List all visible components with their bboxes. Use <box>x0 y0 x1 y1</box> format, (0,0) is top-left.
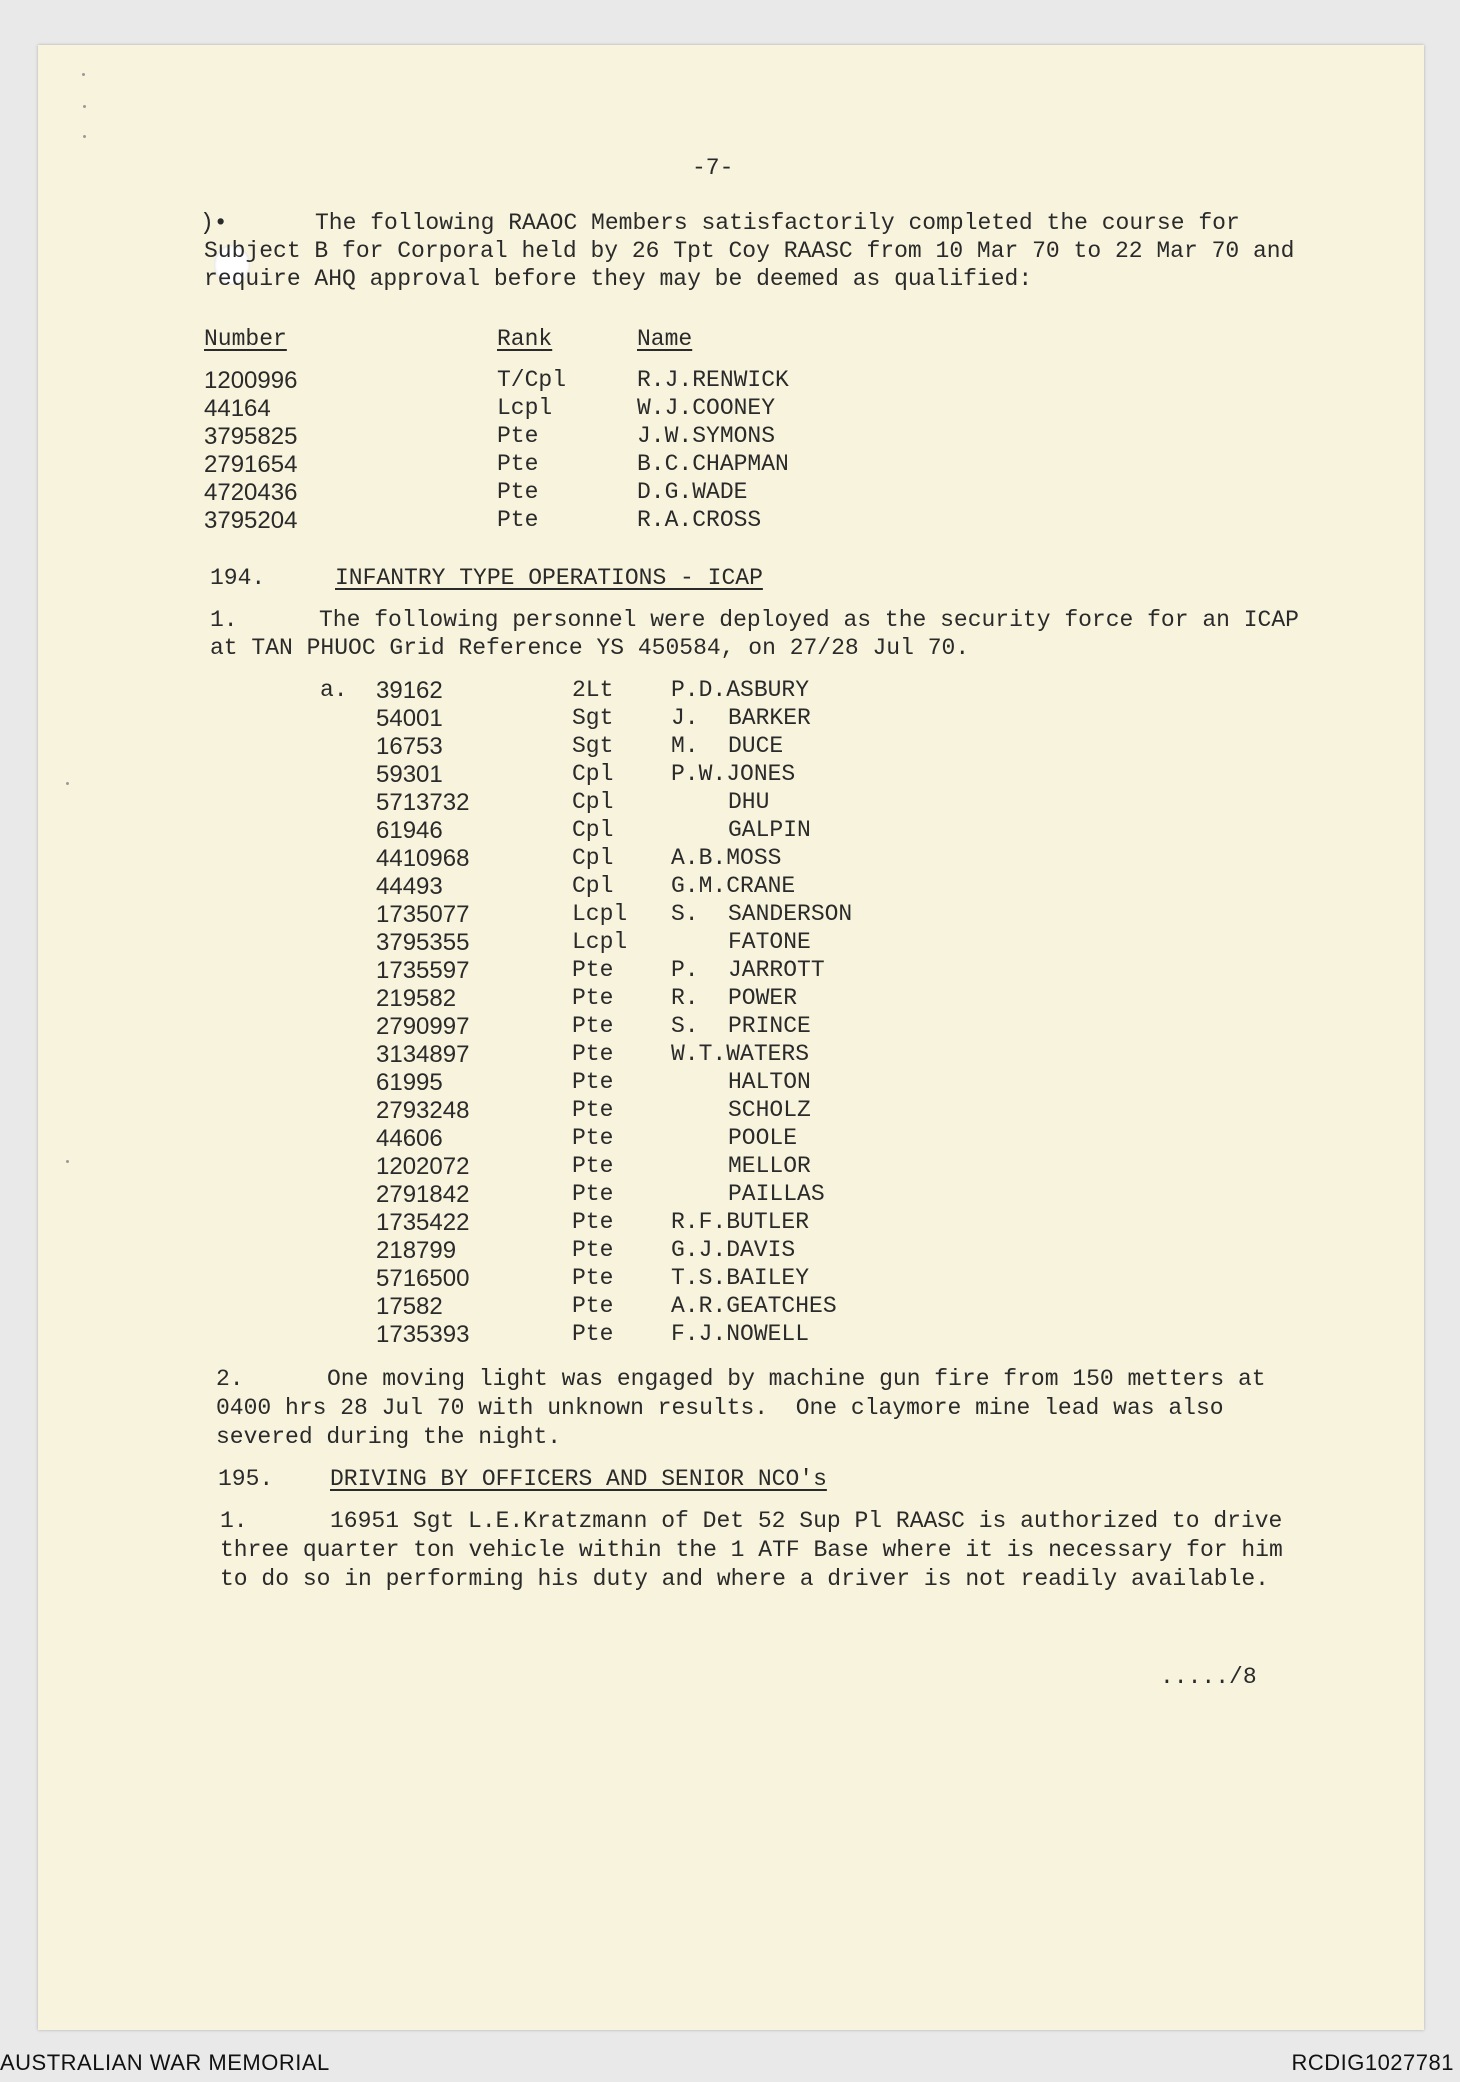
service-number: 2793248 <box>376 1097 470 1124</box>
service-number: 218799 <box>376 1237 457 1264</box>
service-number: 4410968 <box>376 845 470 872</box>
member-name: J.W.SYMONS <box>637 423 776 449</box>
paragraph-line: 16951 Sgt L.E.Kratzmann of Det 52 Sup Pl RAASC is authorized to drive <box>330 1508 1283 1534</box>
member-initials: J. <box>671 705 699 731</box>
paper-speck <box>66 782 69 785</box>
paper-speck <box>83 105 86 108</box>
paragraph-number: 2. <box>216 1366 244 1392</box>
section-title: DRIVING BY OFFICERS AND SENIOR NCO's <box>330 1466 827 1492</box>
member-surname: BARKER <box>728 705 811 731</box>
service-number: 2791842 <box>376 1181 470 1208</box>
service-number: 5716500 <box>376 1265 470 1292</box>
rank: T/Cpl <box>497 367 567 393</box>
rank: Pte <box>497 479 539 505</box>
rank: Pte <box>497 451 539 477</box>
footer-identifier: RCDIG1027781 <box>1291 2050 1454 2075</box>
service-number: 5713732 <box>376 789 470 816</box>
service-number: 59301 <box>376 761 443 788</box>
member-surname: SCHOLZ <box>728 1097 811 1123</box>
rank: Pte <box>497 423 539 449</box>
service-number: 16753 <box>376 733 443 760</box>
paragraph-line: One moving light was engaged by machine gun fire from 150 metters at <box>327 1366 1266 1392</box>
paragraph-number: 1. <box>210 607 238 633</box>
member-surname: SANDERSON <box>728 901 853 927</box>
paper-speck <box>66 1160 69 1163</box>
rank: Sgt <box>572 705 614 731</box>
member-initials: W.T.WATERS <box>671 1041 810 1067</box>
service-number: 3795825 <box>204 423 298 450</box>
section-number: 194. <box>210 565 266 591</box>
column-header-rank: Rank <box>497 326 553 352</box>
member-initials: R. <box>671 985 699 1011</box>
rank: Cpl <box>572 845 614 871</box>
paragraph-number: )• <box>200 210 228 236</box>
member-name: R.J.RENWICK <box>637 367 789 393</box>
sub-paragraph-label: a. <box>320 677 348 703</box>
service-number: 54001 <box>376 705 443 732</box>
column-header-number: Number <box>204 326 287 352</box>
service-number: 3795204 <box>204 507 298 534</box>
service-number: 2790997 <box>376 1013 470 1040</box>
member-name: R.A.CROSS <box>637 507 762 533</box>
member-surname: FATONE <box>728 929 811 955</box>
member-initials: S. <box>671 1013 699 1039</box>
rank: Pte <box>572 1321 614 1347</box>
service-number: 4720436 <box>204 479 298 506</box>
member-name: D.G.WADE <box>637 479 748 505</box>
paragraph-line: severed during the night. <box>216 1424 562 1450</box>
member-surname: PAILLAS <box>728 1181 825 1207</box>
service-number: 44164 <box>204 395 271 422</box>
paragraph-number: 1. <box>220 1508 248 1534</box>
paragraph-line: 0400 hrs 28 Jul 70 with unknown results. One claymore mine lead was also <box>216 1395 1224 1421</box>
rank: Pte <box>572 1293 614 1319</box>
service-number: 1735077 <box>376 901 470 928</box>
paragraph-line: at TAN PHUOC Grid Reference YS 450584, on 27/28 Jul 70. <box>210 635 970 661</box>
rank: Pte <box>572 1097 614 1123</box>
member-initials: R.F.BUTLER <box>671 1209 810 1235</box>
member-initials: M. <box>671 733 699 759</box>
rank: Pte <box>572 1237 614 1263</box>
rank: Pte <box>572 1125 614 1151</box>
rank: Pte <box>572 1181 614 1207</box>
member-surname: PRINCE <box>728 1013 811 1039</box>
rank: Pte <box>572 985 614 1011</box>
rank: Pte <box>497 507 539 533</box>
member-initials: G.J.DAVIS <box>671 1237 796 1263</box>
service-number: 44493 <box>376 873 443 900</box>
paragraph-line: require AHQ approval before they may be deemed as qualified: <box>204 266 1033 292</box>
paper-speck <box>83 135 86 138</box>
section-number: 195. <box>218 1466 274 1492</box>
rank: Cpl <box>572 873 614 899</box>
rank: Lcpl <box>572 901 628 927</box>
rank: Cpl <box>572 789 614 815</box>
rank: Pte <box>572 1209 614 1235</box>
service-number: 44606 <box>376 1125 443 1152</box>
service-number: 61995 <box>376 1069 443 1096</box>
member-surname: DUCE <box>728 733 784 759</box>
member-surname: POWER <box>728 985 798 1011</box>
member-initials: T.S.BAILEY <box>671 1265 810 1291</box>
service-number: 1735597 <box>376 957 470 984</box>
service-number: 3795355 <box>376 929 470 956</box>
service-number: 1735422 <box>376 1209 470 1236</box>
member-surname: GALPIN <box>728 817 811 843</box>
page-number: -7- <box>692 155 734 181</box>
member-initials: A.R.GEATCHES <box>671 1293 837 1319</box>
paragraph-line: three quarter ton vehicle within the 1 ATF Base where it is necessary for him <box>220 1537 1283 1563</box>
service-number: 1735393 <box>376 1321 470 1348</box>
rank: Pte <box>572 1265 614 1291</box>
rank: 2Lt <box>572 677 614 703</box>
member-surname: DHU <box>728 789 770 815</box>
rank: Cpl <box>572 817 614 843</box>
rank: Pte <box>572 957 614 983</box>
member-initials: F.J.NOWELL <box>671 1321 810 1347</box>
service-number: 219582 <box>376 985 457 1012</box>
member-initials: P. <box>671 957 699 983</box>
rank: Sgt <box>572 733 614 759</box>
rank: Pte <box>572 1069 614 1095</box>
service-number: 1200996 <box>204 367 298 394</box>
member-initials: A.B.MOSS <box>671 845 782 871</box>
paragraph-line: to do so in performing his duty and where a driver is not readily available. <box>220 1566 1269 1592</box>
paragraph-line: The following personnel were deployed as the security force for an ICAP <box>319 607 1299 633</box>
rank: Pte <box>572 1013 614 1039</box>
rank: Cpl <box>572 761 614 787</box>
member-surname: JARROTT <box>728 957 825 983</box>
service-number: 17582 <box>376 1293 443 1320</box>
service-number: 61946 <box>376 817 443 844</box>
service-number: 2791654 <box>204 451 298 478</box>
member-initials: P.D.ASBURY <box>671 677 810 703</box>
member-initials: P.W.JONES <box>671 761 796 787</box>
service-number: 1202072 <box>376 1153 470 1180</box>
rank: Lcpl <box>497 395 553 421</box>
paper-speck <box>82 73 85 76</box>
member-surname: MELLOR <box>728 1153 811 1179</box>
column-header-name: Name <box>637 326 693 352</box>
member-name: B.C.CHAPMAN <box>637 451 789 477</box>
paragraph-line: Subject B for Corporal held by 26 Tpt Coy RAASC from 10 Mar 70 to 22 Mar 70 and <box>204 238 1295 264</box>
paragraph-line: The following RAAOC Members satisfactorily completed the course for <box>315 210 1240 236</box>
member-surname: HALTON <box>728 1069 811 1095</box>
member-surname: POOLE <box>728 1125 798 1151</box>
service-number: 39162 <box>376 677 443 704</box>
member-initials: G.M.CRANE <box>671 873 796 899</box>
footer-source: AUSTRALIAN WAR MEMORIAL <box>0 2050 330 2075</box>
member-name: W.J.COONEY <box>637 395 776 421</box>
rank: Pte <box>572 1153 614 1179</box>
continuation-marker: ...../8 <box>1160 1664 1257 1690</box>
rank: Pte <box>572 1041 614 1067</box>
rank: Lcpl <box>572 929 628 955</box>
section-title: INFANTRY TYPE OPERATIONS - ICAP <box>335 565 763 591</box>
member-initials: S. <box>671 901 699 927</box>
service-number: 3134897 <box>376 1041 470 1068</box>
